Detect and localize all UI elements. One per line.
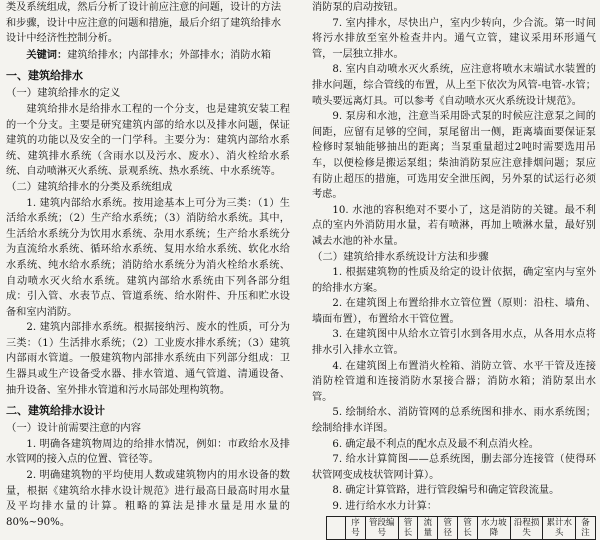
right-column: [312, 0, 596, 540]
step-7: 7. 给水计算简图——总系统图，删去部分连接管（使得环状管网变成枝状管网计算）。: [312, 454, 596, 481]
table-header-cell: 沿程损失: [510, 516, 543, 539]
subsection-2-title: （二）建筑给排水的分类及系统组成: [6, 180, 173, 193]
table-header-cell: [327, 516, 346, 539]
table-header-cell: 水力坡降: [478, 516, 511, 539]
keywords-text: 建筑给排水；内部排水；外部排水；消防水箱: [67, 49, 271, 61]
keywords-line: [6, 48, 290, 64]
step-9: 9. 进行给水水力计算：: [332, 501, 438, 512]
table-header-cell: 管段编号: [365, 516, 398, 539]
left-column: [6, 0, 290, 530]
step-8: 8. 确定计算管路，进行管段编号和确定管段流量。: [332, 485, 560, 497]
table-header-cell: 管径: [438, 516, 458, 539]
section-2-title: 二、建筑给排水设计: [6, 404, 105, 418]
paragraph-note-1: 1. 明确各建筑物周边的给排水情况，例如：市政给水及排水管网的接入点的位置、管径等。: [6, 438, 290, 466]
paragraph-top: 消防泵的启动按钮。: [312, 2, 404, 13]
subsection-1-title: （一）建筑给排水的定义: [6, 87, 121, 100]
table-header-cell: 序号: [346, 516, 366, 539]
paragraph-drainage: 2. 建筑内部排水系统。根据接纳污、废水的性质，可分为三类：（1）生活排水系统；（2）工业废水排水系统；（3）建筑内部雨水管道。一般建筑物内部排水系统由下列部分组成：卫生器具或生产设备受水器、排水管道、通气管道、清通设备、抽升设备、室外排水管道和污水局部处理构筑物。: [6, 322, 290, 396]
intro-line-2: 和步骤，设计中应注意的问题和措施，最后介绍了建筑给排水: [6, 17, 282, 29]
step-1: 1. 根据建筑物的性质及给定的设计依据，确定室内与室外的给排水方案。: [312, 267, 596, 294]
intro-line-1: 类及系统组成，然后分析了设计前应注意的问题，设计的方法: [6, 2, 282, 13]
hydraulic-calc-table: [326, 516, 596, 540]
subsection-3-title: （一）设计前需要注意的内容: [6, 422, 142, 435]
paragraph-9: 9. 泵房和水池，注意当采用卧式泵的时候应注意泵之间的间距，应留有足够的空间，泵尾留出一侧，距离墙面要保证泵检修时泵轴能够抽出的距离；当泵重量超过2吨时需要选用吊车，以便检修是搬运泵组；柴油消防泵应注意排烟问题；泵应有防止超压的措施，可选用安全泄压阀，另外泵的试运行必须考虑。: [312, 111, 596, 201]
table-header-cell: 流量: [418, 516, 438, 539]
step-2: 2. 在建筑图上布置给排水立管位置（原则：沿柱、墙角、墙面布置），布置给水干管位置。: [312, 298, 596, 325]
table-header-cell: 累计水头: [543, 516, 576, 539]
paragraph-10: 10. 水池的容积绝对不要小了，这是消防的关键。最不利点的室内外消防用水量，若有喷淋，再加上喷淋水量，最好别减去水池的补水量。: [312, 204, 596, 247]
subsection-design-title: （二）建筑给排水系统设计方法和步骤: [312, 250, 489, 263]
step-3: 3. 在建筑图中从给水立管引水到各用水点，从各用水点将排水引入排水立管。: [312, 329, 596, 357]
table-header-cell: 管长: [458, 516, 478, 539]
section-1-title: 一、建筑给排水: [6, 69, 83, 83]
table-header-row: [327, 516, 596, 539]
intro-line-3: 设计中经济性控制分析。: [6, 33, 119, 45]
paragraph-note-2: 2. 明确建筑物的平均使用人数或建筑物内的用水设备的数量，根据《建筑给水排水设计规范》进行最高日最高时用水量及平均排水量的计算。粗略的算法是排水量是用水量的80%~90%。: [6, 470, 290, 528]
paragraph-water-supply: 1. 建筑内部给水系统。按用途基本上可分为三类：（1）生活给水系统；（2）生产给水系统；（3）消防给水系统。其中，生活给水系统分为饮用水系统、杂用水系统；生产给水系统分为直流给水系统、循环给水系统、复用水给水系统、软化水给水系统、纯水给水系统；消防给水系统分为消火栓给水系统、自动喷水灭火给水系统。建筑内部给水系统由下列各部分组成：引入管、水表节点、管道系统、给水附件、升压和贮水设备和室内消防。: [6, 197, 290, 318]
paragraph-8: 8. 室内自动喷水灭火系统，应注意将喷水末端试水装置的排水问题，综合管线的布置，从上至下依次为风管-电管-水管；喷头要远离灯具。可以参考《自动喷水灭火系统设计规范》。: [312, 64, 596, 107]
table-header-cell: 管长: [398, 516, 418, 539]
paragraph-7: 7. 室内排水，尽快出户，室内少转向，少合流。第一时间将污水排放至室外检查井内。通气立管，建议采用环形通气管，一层独立排水。: [312, 17, 596, 60]
step-6: 6. 确定最不利点的配水点及最不利点消火栓。: [332, 438, 539, 450]
step-4: 4. 在建筑图上布置消火栓箱、消防立管、水平干管及连接消防栓管道和连接消防水泵接合器；消防水箱；消防泵出水管。: [312, 360, 596, 403]
table-header-cell: 备注: [576, 516, 596, 539]
step-5: 5. 绘制给水、消防管网的总系统图和排水、雨水系统图；绘制给排水详图。: [312, 407, 596, 435]
keywords-label: 关键词：: [26, 49, 68, 61]
paragraph-definition: 建筑给排水是给排水工程的一个分支，也是建筑安装工程的一个分支。主要是研究建筑内部的给水以及排水问题，保证建筑的功能以及安全的一门学科。主要分为：建筑内部给水系统、建筑排水系统（含雨水以及污水、废水）、消火栓给水系统、自动喷淋灭火系统、景观系统、热水系统、中水系统等。: [6, 103, 290, 178]
